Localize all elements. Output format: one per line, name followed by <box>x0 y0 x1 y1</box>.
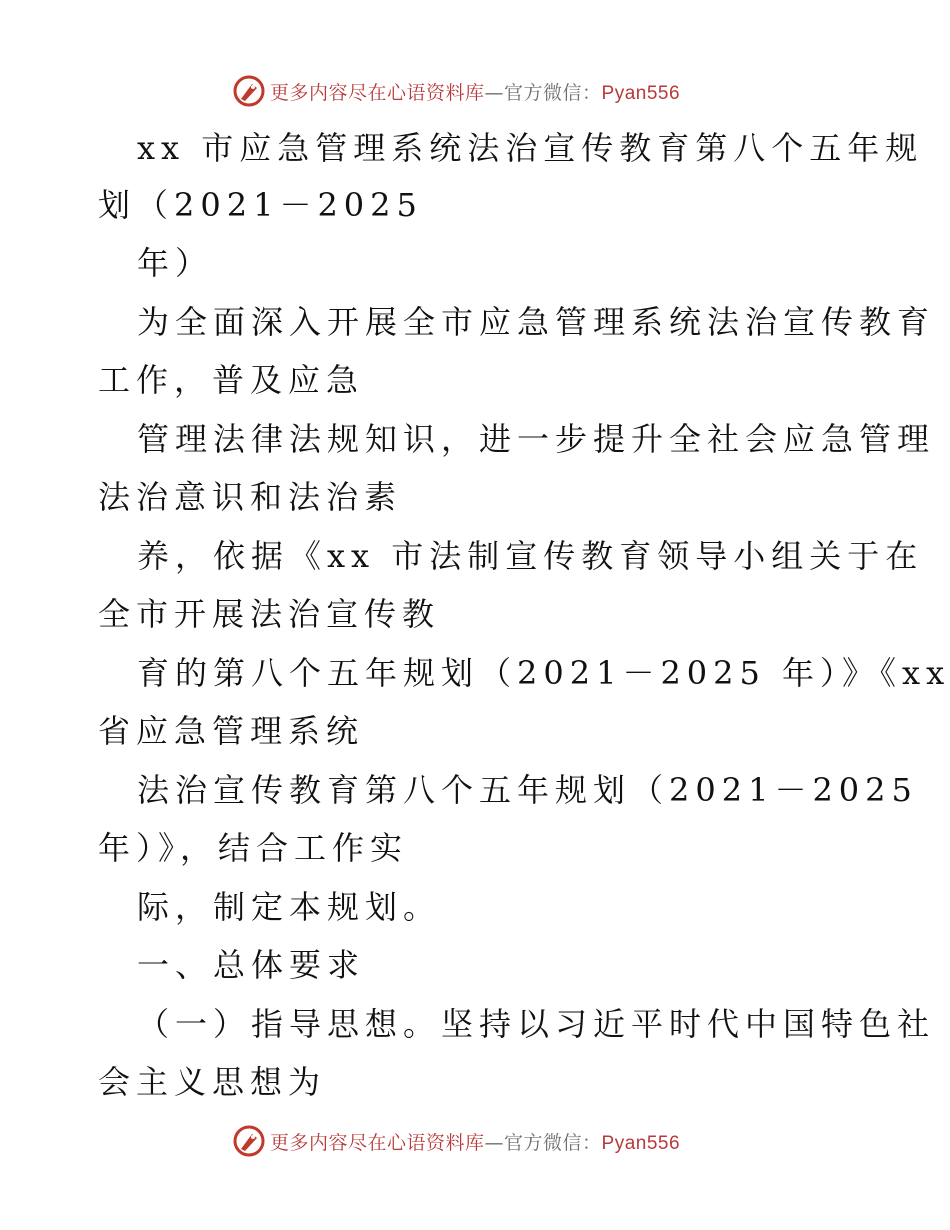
doc-line: 为全面深入开展全市应急管理系统法治宣传教育 <box>137 303 936 341</box>
section-heading: 一、总体要求 <box>137 946 366 984</box>
watermark-dash: — <box>484 1131 505 1154</box>
watermark-brand: 更多内容尽在心语资料库 <box>270 81 485 104</box>
doc-line: 全市开展法治宣传教 <box>98 595 441 633</box>
watermark-brand: 更多内容尽在心语资料库 <box>270 1131 485 1154</box>
doc-line: 划（2021－2025 <box>98 186 423 224</box>
doc-line: 会主义思想为 <box>98 1063 327 1101</box>
watermark-text <box>270 1128 680 1155</box>
watermark-wechat-label: 官方微信： <box>504 81 602 104</box>
watermark-banner-top <box>232 71 680 111</box>
doc-line: 养，依据《xx 市法制宣传教育领导小组关于在 <box>137 537 924 575</box>
doc-line: 法治宣传教育第八个五年规划（2021－2025 <box>137 771 918 809</box>
doc-line: （一）指导思想。坚持以习近平时代中国特色社 <box>137 1005 936 1043</box>
doc-line: 管理法律法规知识，进一步提升全社会应急管理 <box>137 420 936 458</box>
watermark-text <box>270 78 680 105</box>
doc-line: 年）》，结合工作实 <box>98 829 409 867</box>
doc-line: 省应急管理系统 <box>98 712 365 750</box>
doc-line: 年） <box>137 244 214 282</box>
watermark-wechat-id: Pyan556 <box>601 82 681 104</box>
watermark-wechat-id: Pyan556 <box>601 1132 681 1154</box>
pen-nib-logo-icon <box>232 74 266 108</box>
doc-line: 际，制定本规划。 <box>137 888 442 926</box>
watermark-dash: — <box>484 81 505 104</box>
doc-line-title: xx 市应急管理系统法治宣传教育第八个五年规 <box>137 129 924 167</box>
watermark-banner-bottom <box>232 1121 680 1161</box>
watermark-wechat-label: 官方微信： <box>504 1131 602 1154</box>
doc-line: 法治意识和法治素 <box>98 478 403 516</box>
doc-line: 工作，普及应急 <box>98 361 365 399</box>
pen-nib-logo-icon <box>232 1124 266 1158</box>
doc-line: 育的第八个五年规划（2021－2025 年）》《xx <box>137 654 950 692</box>
